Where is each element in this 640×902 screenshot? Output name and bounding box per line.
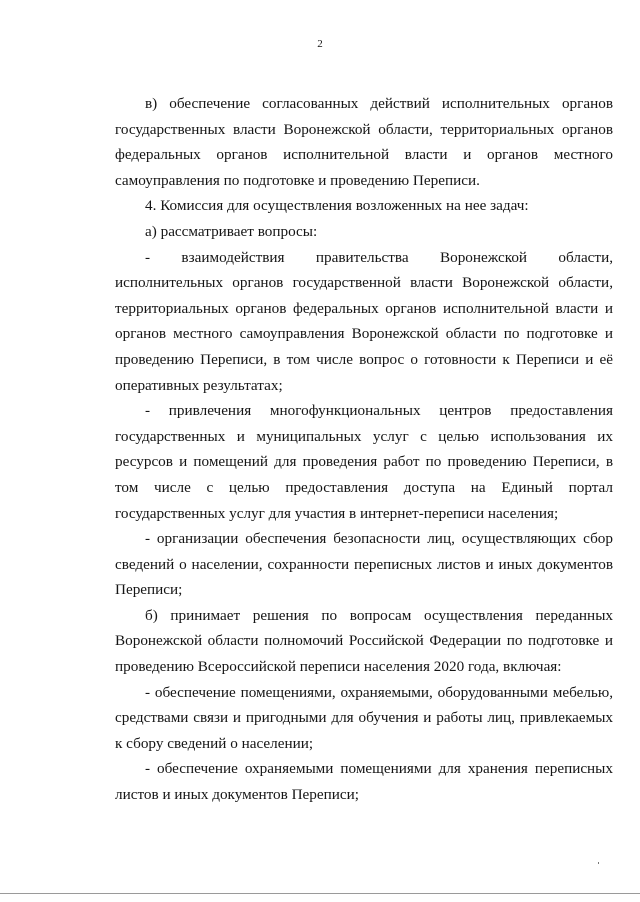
paragraph-4b-item-1: - обеспечение помещениями, охраняемыми, оборудованными мебелью, средствами связи и пригодными для обучения и работы лиц, привлекаемых к сбору сведений о населении;	[115, 683, 613, 752]
scan-speck	[598, 862, 599, 864]
paragraph-4a-item-1: - взаимодействия правительства Воронежской области, исполнительных органов государственной власти Воронежской области, территориальных органов федеральных органов исполнительной власти и органов местного самоуправления Воронежской области по подготовке и проведению Переписи, в том числе вопрос о готовности к Переписи и её оперативных результатах;	[115, 248, 613, 394]
paragraph-4: 4. Комиссия для осуществления возложенных на нее задач:	[145, 197, 529, 215]
scan-edge-line	[0, 893, 640, 894]
page-number: 2	[317, 38, 323, 50]
paragraph-4b-item-2: - обеспечение охраняемыми помещениями для хранения переписных листов и иных документов Переписи;	[115, 760, 613, 804]
paragraph-4a: а) рассматривает вопросы:	[145, 222, 318, 240]
paragraph-4b: б) принимает решения по вопросам осуществления переданных Воронежской области полномочий Российской Федерации по подготовке и проведению Всероссийской переписи населения 2020 года, включая:	[115, 606, 613, 676]
paragraph-4a-item-2: - привлечения многофункциональных центров предоставления государственных и муниципальных услуг с целью использования их ресурсов и помещений для проведения работ по проведению Переписи, в том числе с целью предоставления доступа на Единый портал государственных услуг для участия в интернет-переписи населения;	[115, 402, 613, 522]
document-body	[115, 91, 613, 808]
paragraph-3v: в) обеспечение согласованных действий исполнительных органов государственных власти Воронежской области, территориальных органов федеральных органов исполнительной власти и органов местного самоуправления по подготовке и проведению Переписи.	[115, 95, 613, 189]
paragraph-4a-item-3: - организации обеспечения безопасности лиц, осуществляющих сбор сведений о населении, сохранности переписных листов и иных документов Переписи;	[115, 530, 613, 599]
